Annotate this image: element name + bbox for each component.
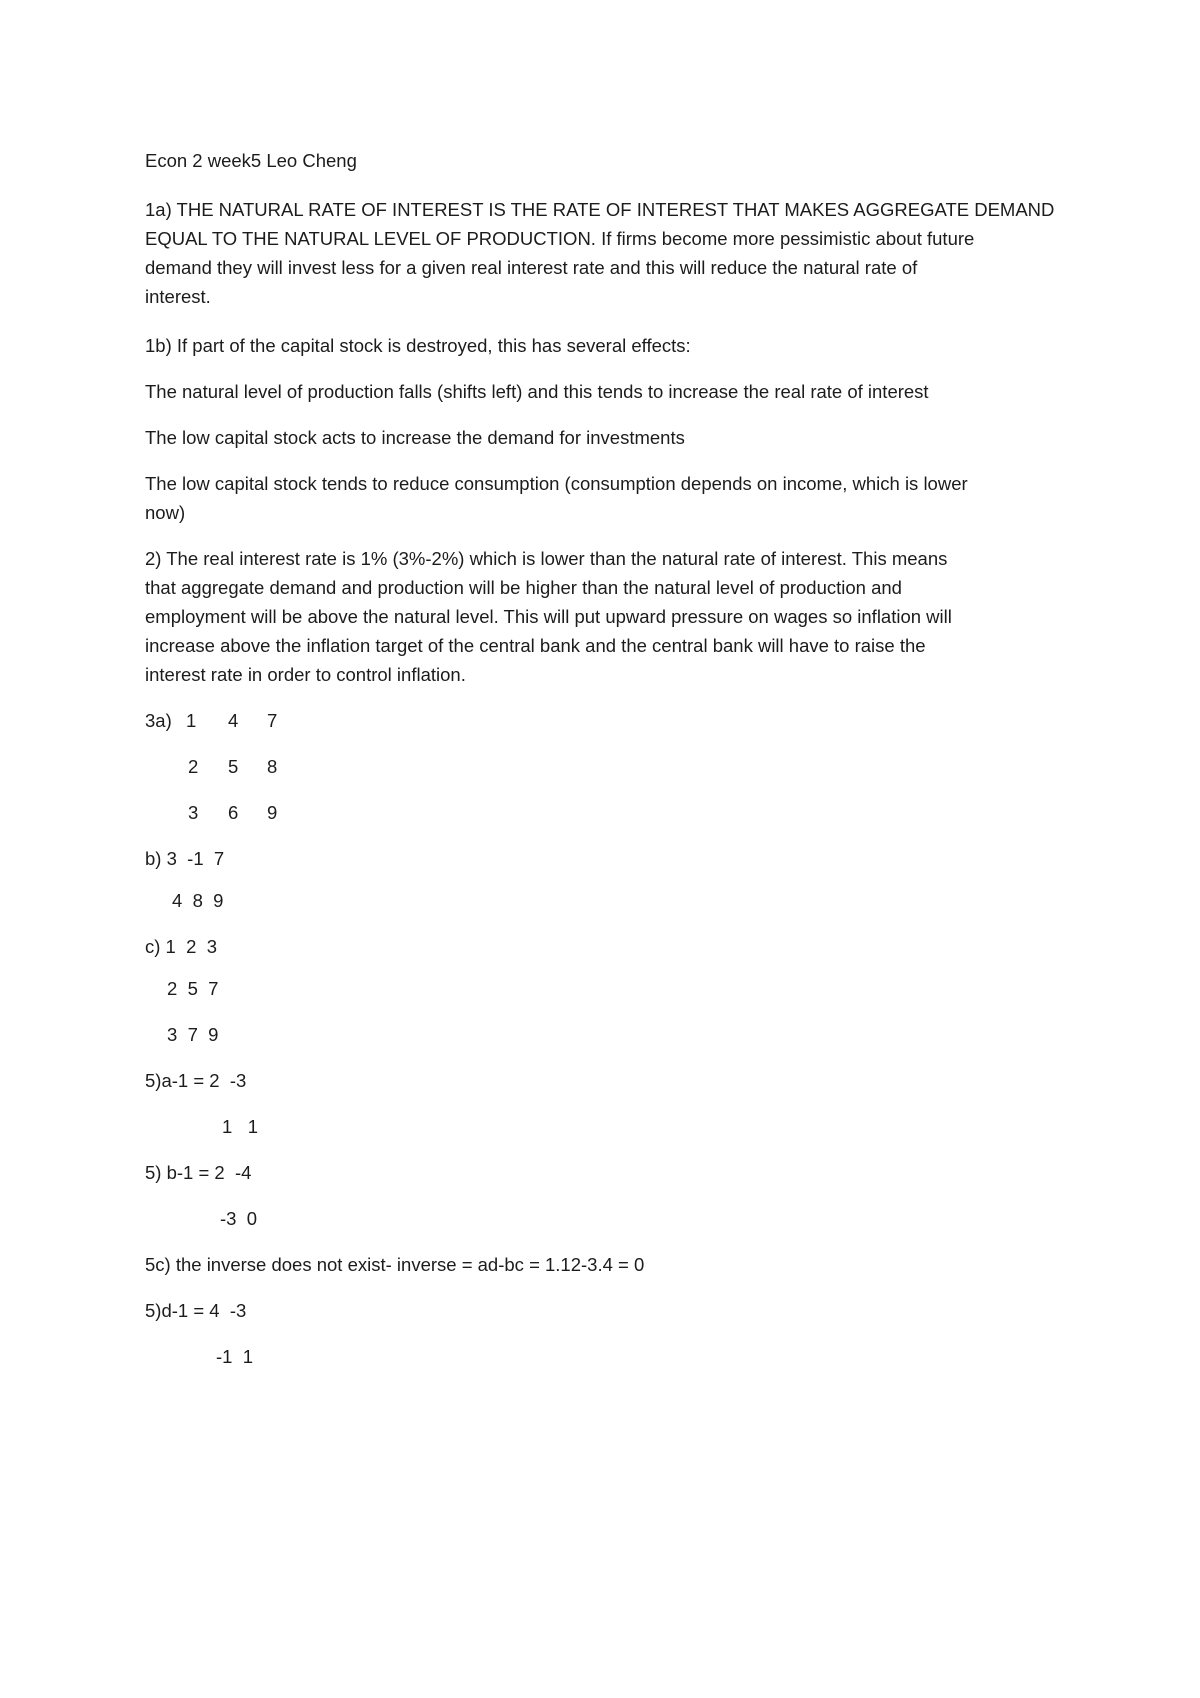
q2-line-3: employment will be above the natural level. This will put upward pressure on wages so inflation will	[145, 606, 952, 627]
q5a-row-2: 1 1	[222, 1116, 258, 1137]
matrix-cell: 4	[228, 710, 239, 731]
q2-line-2: that aggregate demand and production will be higher than the natural level of production and	[145, 577, 902, 598]
document-title: Econ 2 week5 Leo Cheng	[145, 150, 357, 171]
q3c-row-1: c) 1 2 3	[145, 936, 217, 957]
q1b-effect-1: The natural level of production falls (shifts left) and this tends to increase the real rate of interest	[145, 381, 929, 402]
matrix-cell: 1	[186, 710, 197, 731]
q2-line-1: 2) The real interest rate is 1% (3%-2%) which is lower than the natural rate of interest. This means	[145, 548, 948, 569]
q1b-effect-2: The low capital stock acts to increase the demand for investments	[145, 427, 685, 448]
q5d-row-2: -1 1	[216, 1346, 254, 1367]
q1a-line-1: 1a) THE NATURAL RATE OF INTEREST IS THE RATE OF INTEREST THAT MAKES AGGREGATE DEMAND	[145, 199, 1055, 220]
q2-line-5: interest rate in order to control inflation.	[145, 664, 466, 685]
q1a-line-2: EQUAL TO THE NATURAL LEVEL OF PRODUCTION. If firms become more pessimistic about future	[145, 228, 975, 249]
matrix-cell: 2	[188, 756, 199, 777]
q1b-effect-3-line-1: The low capital stock tends to reduce consumption (consumption depends on income, which is lower	[145, 473, 968, 494]
q3c-row-2: 2 5 7	[167, 978, 219, 999]
q1a-line-3: demand they will invest less for a given real interest rate and this will reduce the natural rate of	[145, 257, 918, 278]
q5d-row-1: 5)d-1 = 4 -3	[145, 1300, 247, 1321]
matrix-cell: 9	[267, 802, 278, 823]
q5b-row-2: -3 0	[220, 1208, 258, 1229]
q3b-row-2: 4 8 9	[172, 890, 224, 911]
matrix-cell: 6	[228, 802, 239, 823]
matrix-cell: 3	[188, 802, 199, 823]
matrix-cell: 5	[228, 756, 239, 777]
q2-line-4: increase above the inflation target of the central bank and the central bank will have to raise the	[145, 635, 926, 656]
q3c-row-3: 3 7 9	[167, 1024, 219, 1045]
q1a-line-4: interest.	[145, 286, 211, 307]
q1b-intro: 1b) If part of the capital stock is destroyed, this has several effects:	[145, 335, 691, 356]
q5b-row-1: 5) b-1 = 2 -4	[145, 1162, 252, 1183]
q5a-row-1: 5)a-1 = 2 -3	[145, 1070, 247, 1091]
q3a-label: 3a)	[145, 710, 172, 731]
q3b-row-1: b) 3 -1 7	[145, 848, 225, 869]
q5c-line: 5c) the inverse does not exist- inverse = ad-bc = 1.12-3.4 = 0	[145, 1254, 645, 1275]
matrix-cell: 7	[267, 710, 278, 731]
matrix-cell: 8	[267, 756, 278, 777]
q1b-effect-3-line-2: now)	[145, 502, 186, 523]
